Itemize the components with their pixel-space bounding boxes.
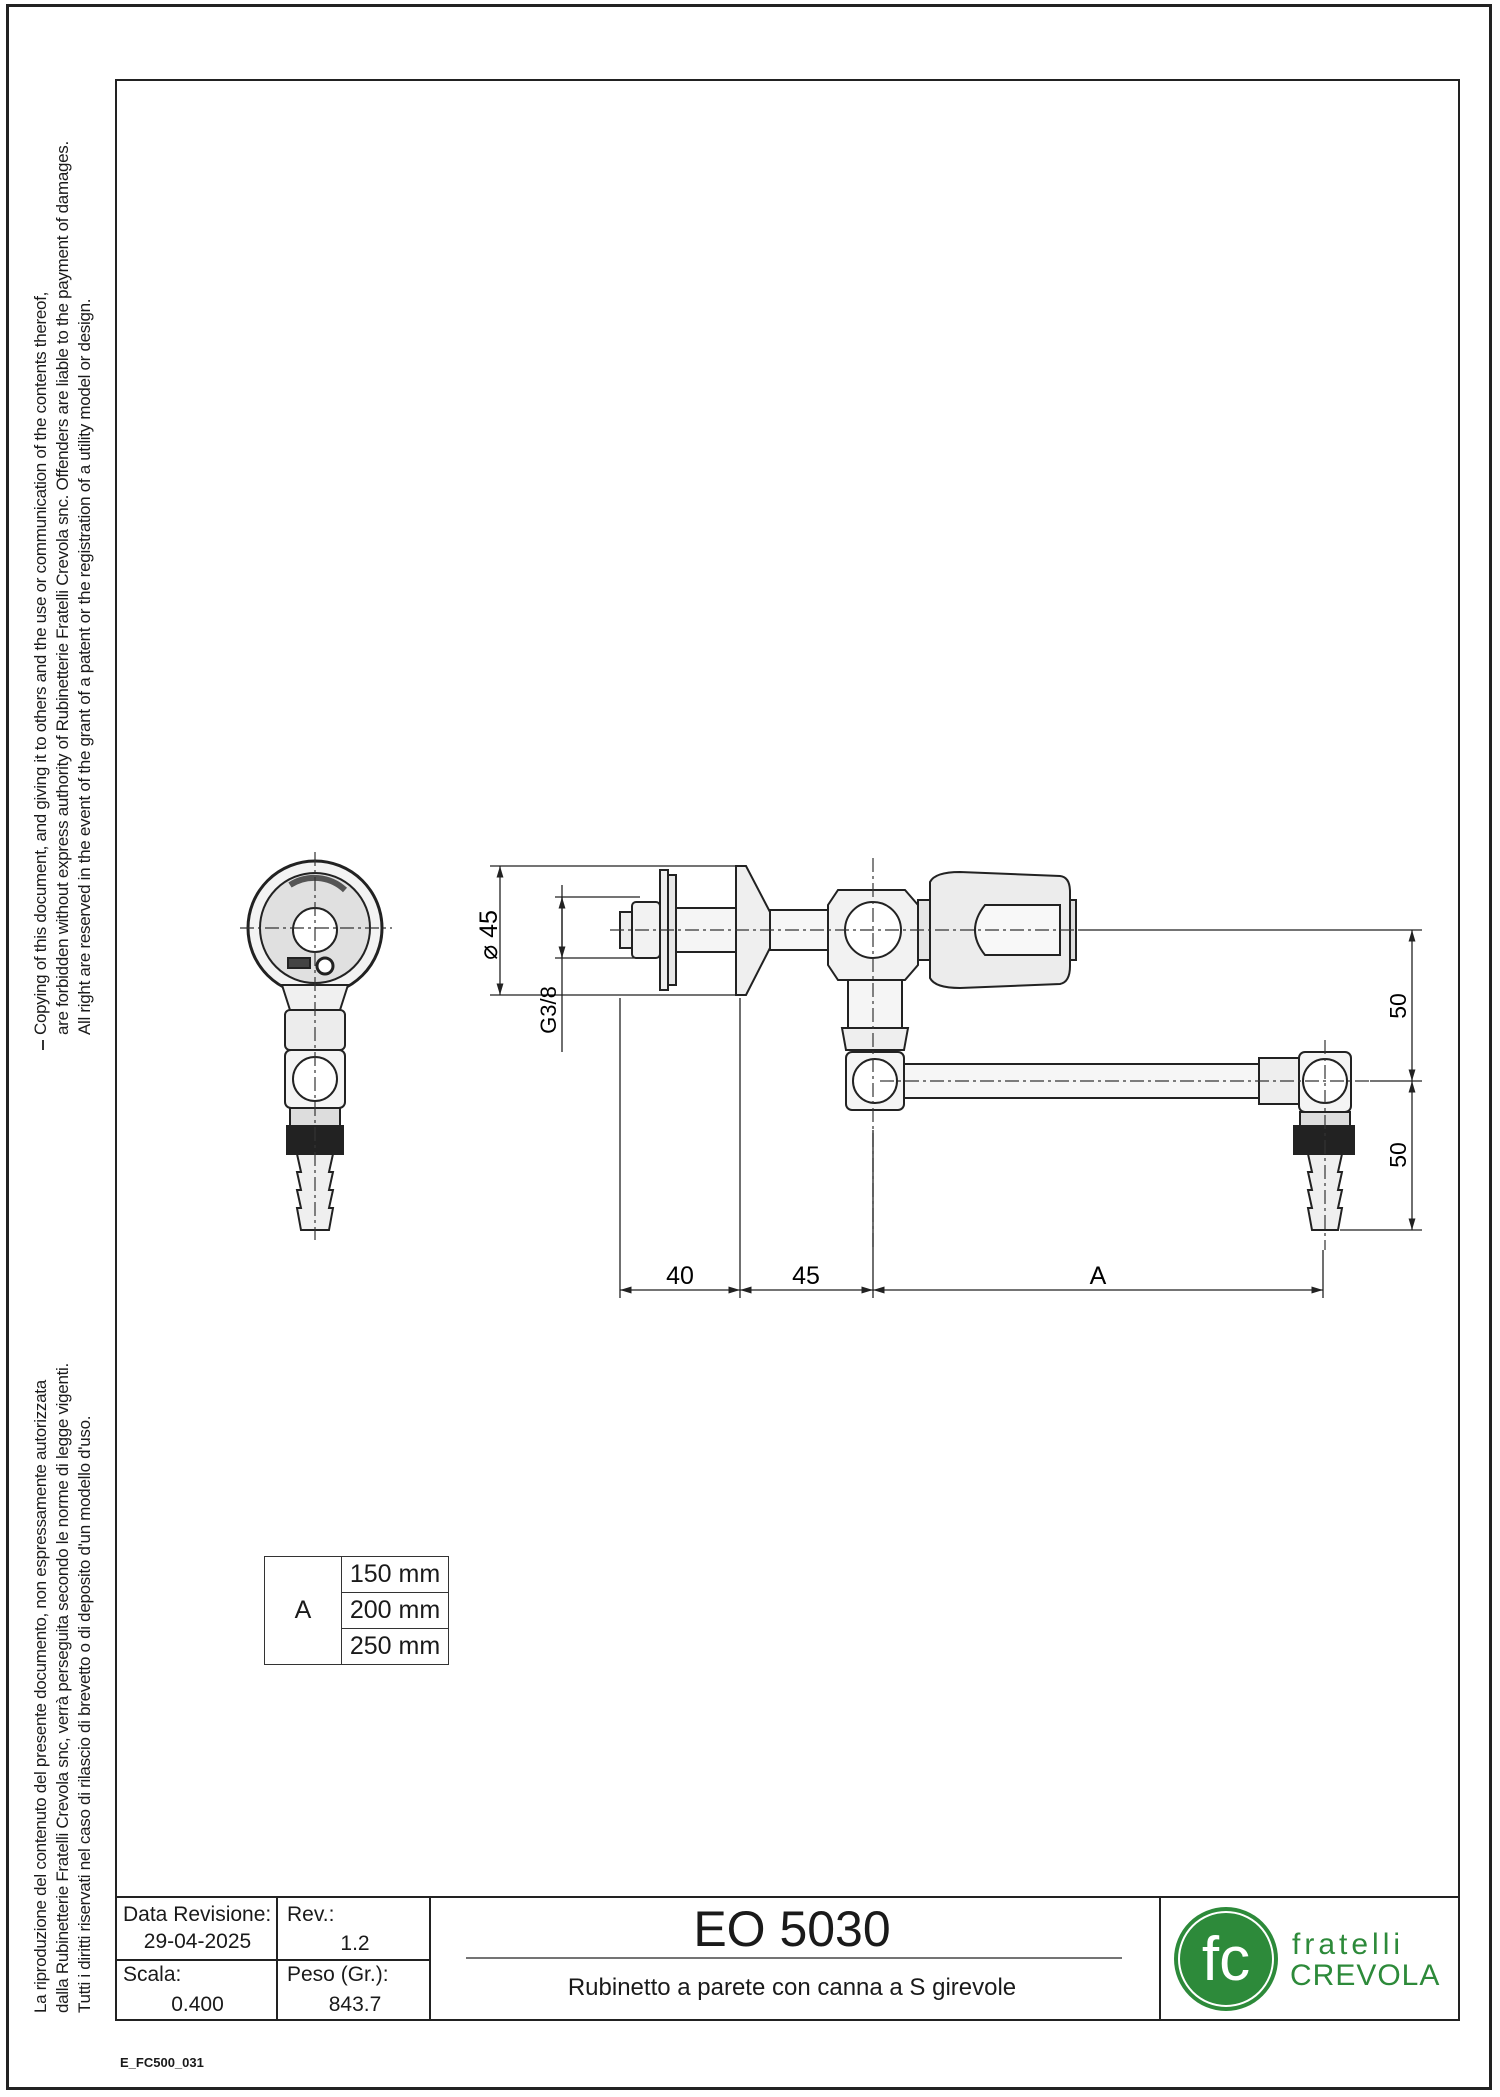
dim-50-lower-label: 50 xyxy=(1385,1142,1411,1168)
brand-logo-mark xyxy=(1174,1907,1278,2011)
rev-value: 1.2 xyxy=(340,1932,370,1955)
revision-date-value: 29-04-2025 xyxy=(143,1930,252,1953)
a-table-value: 150 mm xyxy=(342,1557,449,1593)
revision-date-label: Data Revisione: xyxy=(123,1903,272,1926)
legal-it-line-2: dalla Rubinetterie Fratelli Crevola snc, verrà perseguita secondo le norme di legge vigenti. xyxy=(53,1363,72,2013)
dim-40-label: 40 xyxy=(666,1262,694,1290)
brand-name-line1: fratelli xyxy=(1292,1928,1405,1961)
legal-en-line-2: are forbidden without express authority of Rubinetterie Fratelli Crevola snc. Offenders are liable to the payment of damages. xyxy=(53,141,72,1035)
weight-value: 843.7 xyxy=(328,1993,382,2016)
file-code: E_FC500_031 xyxy=(120,2055,204,2070)
dim-a-label: A xyxy=(1089,1262,1107,1290)
legal-it-line-3: Tutti i diritti riservati nel caso di rilascio di brevetto o di deposito d'un modello d'uso. xyxy=(75,1415,94,2013)
a-table-label: A xyxy=(265,1557,342,1665)
product-code: EO 5030 xyxy=(693,1901,891,1957)
dim-50-upper-label: 50 xyxy=(1385,993,1411,1019)
legal-en-line-3: All right are reserved in the event of the grant of a patent or the registration of a utility model or design. xyxy=(75,298,94,1035)
legal-it-line-1: La riproduzione del contenuto del presente documento, non espressamente autorizzata xyxy=(31,1380,50,2013)
a-table-value: 250 mm xyxy=(342,1629,449,1665)
a-table-value: 200 mm xyxy=(342,1593,449,1629)
weight-label: Peso (Gr.): xyxy=(287,1963,389,1986)
a-dimension-table xyxy=(264,1556,449,1665)
legal-en-line-1: Copying of this document, and giving it to others and the use or communication of the contents thereof, xyxy=(31,291,50,1035)
front-view xyxy=(620,866,1354,1230)
dim-45-label: 45 xyxy=(792,1262,820,1290)
scale-value: 0.400 xyxy=(171,1993,224,2016)
product-description: Rubinetto a parete con canna a S girevole xyxy=(567,1974,1017,2001)
scale-label: Scala: xyxy=(123,1963,182,1986)
rev-label: Rev.: xyxy=(287,1903,335,1926)
logo-letters: fc xyxy=(1201,1925,1251,1994)
dim-diameter-label: ⌀ 45 xyxy=(475,910,503,960)
dim-thread-label: G3/8 xyxy=(536,986,561,1034)
brand-name-line2: CREVOLA xyxy=(1290,1959,1441,1992)
